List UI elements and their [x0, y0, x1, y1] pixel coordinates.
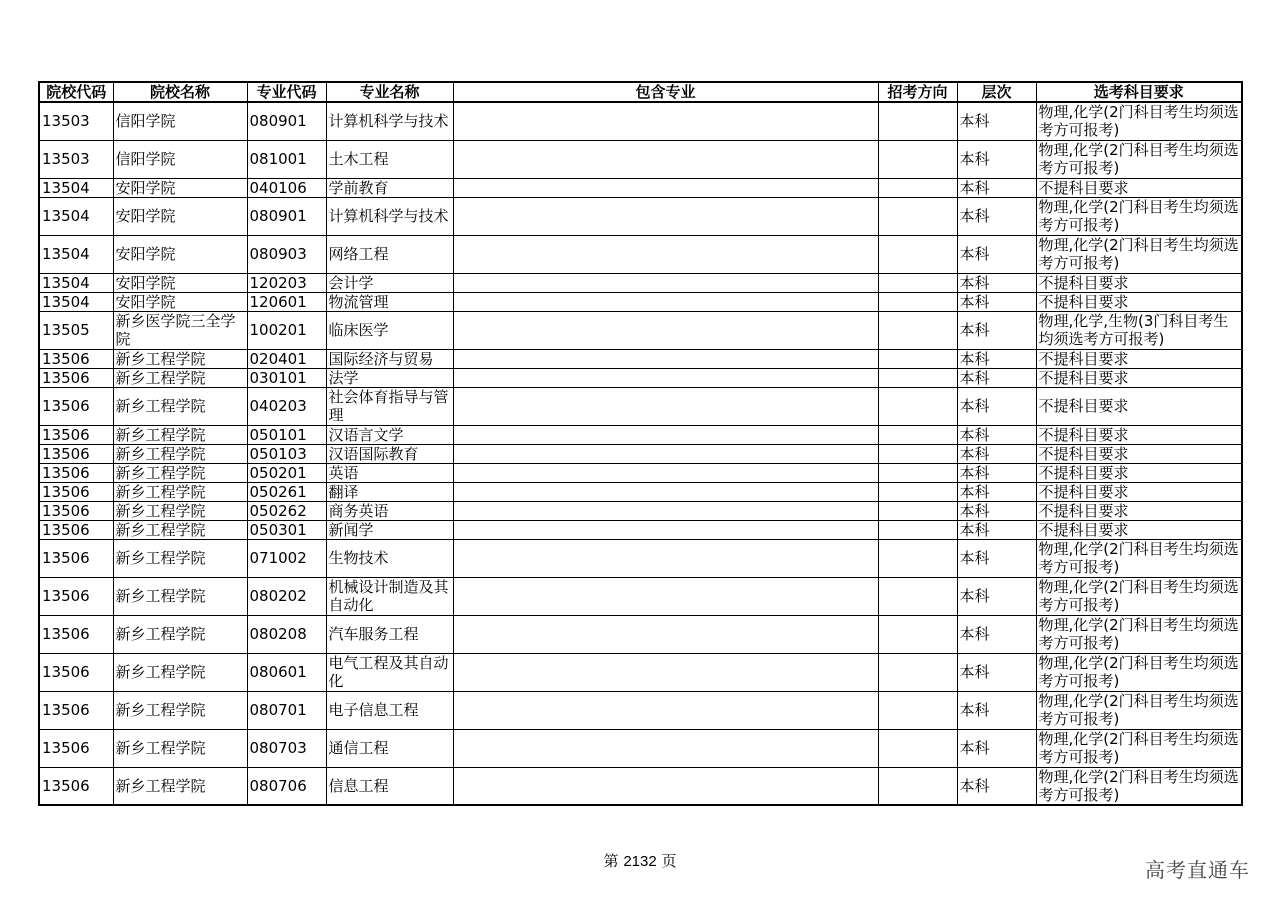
page-number-prefix: 第 — [603, 852, 619, 870]
cell-subject-requirement: 不提科目要求 — [1036, 273, 1242, 292]
cell-school-name: 安阳学院 — [113, 235, 247, 273]
cell-major-code: 020401 — [247, 349, 326, 368]
cell-major-name: 法学 — [326, 368, 453, 387]
cell-subject-requirement: 不提科目要求 — [1036, 482, 1242, 501]
cell-direction — [878, 387, 957, 425]
page-footer — [0, 850, 1280, 871]
cell-school-name: 新乡工程学院 — [113, 368, 247, 387]
cell-major-name: 汽车服务工程 — [326, 615, 453, 653]
cell-level: 本科 — [957, 520, 1036, 539]
cell-direction — [878, 102, 957, 140]
cell-included-majors — [453, 292, 878, 311]
cell-level: 本科 — [957, 102, 1036, 140]
cell-included-majors — [453, 444, 878, 463]
cell-level: 本科 — [957, 368, 1036, 387]
cell-school-code: 13504 — [39, 292, 113, 311]
table-row — [39, 292, 1242, 311]
table-row — [39, 102, 1242, 140]
cell-level: 本科 — [957, 767, 1036, 805]
cell-major-name: 土木工程 — [326, 140, 453, 178]
cell-major-code: 080701 — [247, 691, 326, 729]
cell-school-code: 13504 — [39, 273, 113, 292]
cell-major-name: 新闻学 — [326, 520, 453, 539]
cell-major-code: 120203 — [247, 273, 326, 292]
cell-direction — [878, 197, 957, 235]
cell-major-name: 电气工程及其自动化 — [326, 653, 453, 691]
cell-included-majors — [453, 387, 878, 425]
cell-level: 本科 — [957, 387, 1036, 425]
cell-major-code: 071002 — [247, 539, 326, 577]
header-school-name: 院校名称 — [113, 82, 247, 102]
cell-school-name: 信阳学院 — [113, 102, 247, 140]
cell-subject-requirement: 物理,化学(2门科目考生均须选考方可报考) — [1036, 140, 1242, 178]
cell-major-name: 计算机科学与技术 — [326, 197, 453, 235]
cell-major-code: 050103 — [247, 444, 326, 463]
cell-school-code: 13506 — [39, 444, 113, 463]
cell-level: 本科 — [957, 425, 1036, 444]
cell-subject-requirement: 不提科目要求 — [1036, 387, 1242, 425]
cell-major-code: 081001 — [247, 140, 326, 178]
cell-school-code: 13506 — [39, 482, 113, 501]
cell-subject-requirement: 不提科目要求 — [1036, 501, 1242, 520]
cell-included-majors — [453, 520, 878, 539]
cell-direction — [878, 767, 957, 805]
cell-major-code: 030101 — [247, 368, 326, 387]
header-school-code: 院校代码 — [39, 82, 113, 102]
cell-school-name: 新乡工程学院 — [113, 444, 247, 463]
table-body — [39, 102, 1242, 805]
cell-school-name: 新乡工程学院 — [113, 520, 247, 539]
table-row — [39, 482, 1242, 501]
cell-school-name: 新乡工程学院 — [113, 767, 247, 805]
cell-school-name: 新乡工程学院 — [113, 653, 247, 691]
cell-major-name: 会计学 — [326, 273, 453, 292]
header-direction: 招考方向 — [878, 82, 957, 102]
cell-included-majors — [453, 767, 878, 805]
header-major-name: 专业名称 — [326, 82, 453, 102]
cell-major-name: 计算机科学与技术 — [326, 102, 453, 140]
cell-major-name: 汉语言文学 — [326, 425, 453, 444]
cell-level: 本科 — [957, 482, 1036, 501]
cell-included-majors — [453, 425, 878, 444]
table-header — [39, 82, 1242, 102]
cell-included-majors — [453, 615, 878, 653]
cell-direction — [878, 729, 957, 767]
cell-direction — [878, 178, 957, 197]
header-included-majors: 包含专业 — [453, 82, 878, 102]
cell-level: 本科 — [957, 577, 1036, 615]
cell-school-name: 新乡工程学院 — [113, 482, 247, 501]
cell-school-name: 新乡工程学院 — [113, 387, 247, 425]
cell-subject-requirement: 不提科目要求 — [1036, 444, 1242, 463]
table-row — [39, 235, 1242, 273]
cell-level: 本科 — [957, 615, 1036, 653]
cell-level: 本科 — [957, 235, 1036, 273]
cell-included-majors — [453, 653, 878, 691]
page-number-suffix: 页 — [661, 852, 677, 870]
cell-level: 本科 — [957, 653, 1036, 691]
cell-direction — [878, 368, 957, 387]
watermark-text: 高考直通车 — [1145, 858, 1250, 882]
cell-school-name: 新乡工程学院 — [113, 501, 247, 520]
cell-direction — [878, 520, 957, 539]
cell-school-name: 新乡工程学院 — [113, 691, 247, 729]
cell-school-name: 安阳学院 — [113, 197, 247, 235]
cell-school-name: 安阳学院 — [113, 273, 247, 292]
cell-major-name: 临床医学 — [326, 311, 453, 349]
cell-level: 本科 — [957, 463, 1036, 482]
cell-major-name: 电子信息工程 — [326, 691, 453, 729]
cell-included-majors — [453, 482, 878, 501]
table-row — [39, 729, 1242, 767]
table-row — [39, 425, 1242, 444]
cell-included-majors — [453, 140, 878, 178]
table-row — [39, 311, 1242, 349]
cell-major-code: 050262 — [247, 501, 326, 520]
cell-major-code: 050261 — [247, 482, 326, 501]
cell-subject-requirement: 物理,化学(2门科目考生均须选考方可报考) — [1036, 767, 1242, 805]
cell-school-code: 13504 — [39, 235, 113, 273]
cell-major-code: 080706 — [247, 767, 326, 805]
table-row — [39, 140, 1242, 178]
cell-included-majors — [453, 463, 878, 482]
table-row — [39, 691, 1242, 729]
table-row — [39, 178, 1242, 197]
cell-school-name: 新乡工程学院 — [113, 615, 247, 653]
cell-school-code: 13506 — [39, 463, 113, 482]
cell-school-code: 13506 — [39, 520, 113, 539]
cell-major-name: 机械设计制造及其自动化 — [326, 577, 453, 615]
cell-included-majors — [453, 501, 878, 520]
table-row — [39, 444, 1242, 463]
cell-direction — [878, 349, 957, 368]
cell-school-name: 新乡工程学院 — [113, 539, 247, 577]
cell-school-code: 13503 — [39, 102, 113, 140]
cell-level: 本科 — [957, 691, 1036, 729]
cell-school-code: 13506 — [39, 577, 113, 615]
cell-included-majors — [453, 311, 878, 349]
cell-school-code: 13506 — [39, 653, 113, 691]
cell-direction — [878, 425, 957, 444]
cell-direction — [878, 292, 957, 311]
cell-major-code: 040203 — [247, 387, 326, 425]
table-row — [39, 577, 1242, 615]
cell-level: 本科 — [957, 197, 1036, 235]
cell-included-majors — [453, 691, 878, 729]
admission-requirements-table — [38, 81, 1243, 806]
cell-school-code: 13506 — [39, 501, 113, 520]
cell-major-code: 080202 — [247, 577, 326, 615]
cell-subject-requirement: 不提科目要求 — [1036, 520, 1242, 539]
cell-subject-requirement: 物理,化学(2门科目考生均须选考方可报考) — [1036, 653, 1242, 691]
page-number: 2132 — [623, 853, 657, 870]
header-row — [39, 82, 1242, 102]
cell-included-majors — [453, 368, 878, 387]
cell-level: 本科 — [957, 292, 1036, 311]
cell-subject-requirement: 物理,化学(2门科目考生均须选考方可报考) — [1036, 102, 1242, 140]
cell-major-name: 汉语国际教育 — [326, 444, 453, 463]
cell-school-name: 新乡工程学院 — [113, 425, 247, 444]
cell-level: 本科 — [957, 140, 1036, 178]
cell-school-code: 13506 — [39, 387, 113, 425]
cell-direction — [878, 463, 957, 482]
cell-included-majors — [453, 577, 878, 615]
cell-subject-requirement: 不提科目要求 — [1036, 292, 1242, 311]
cell-included-majors — [453, 197, 878, 235]
cell-major-code: 080703 — [247, 729, 326, 767]
cell-included-majors — [453, 102, 878, 140]
cell-included-majors — [453, 539, 878, 577]
cell-major-name: 翻译 — [326, 482, 453, 501]
cell-school-code: 13503 — [39, 140, 113, 178]
cell-direction — [878, 691, 957, 729]
cell-direction — [878, 577, 957, 615]
cell-subject-requirement: 物理,化学(2门科目考生均须选考方可报考) — [1036, 691, 1242, 729]
cell-school-name: 新乡工程学院 — [113, 729, 247, 767]
cell-level: 本科 — [957, 273, 1036, 292]
cell-subject-requirement: 物理,化学(2门科目考生均须选考方可报考) — [1036, 729, 1242, 767]
cell-subject-requirement: 不提科目要求 — [1036, 349, 1242, 368]
cell-subject-requirement: 不提科目要求 — [1036, 368, 1242, 387]
cell-major-code: 050301 — [247, 520, 326, 539]
cell-major-name: 国际经济与贸易 — [326, 349, 453, 368]
cell-subject-requirement: 物理,化学(2门科目考生均须选考方可报考) — [1036, 197, 1242, 235]
cell-school-code: 13504 — [39, 178, 113, 197]
cell-major-code: 040106 — [247, 178, 326, 197]
cell-school-code: 13506 — [39, 368, 113, 387]
cell-subject-requirement: 物理,化学(2门科目考生均须选考方可报考) — [1036, 615, 1242, 653]
cell-school-code: 13506 — [39, 349, 113, 368]
cell-school-name: 新乡工程学院 — [113, 577, 247, 615]
cell-level: 本科 — [957, 501, 1036, 520]
cell-level: 本科 — [957, 729, 1036, 767]
header-major-code: 专业代码 — [247, 82, 326, 102]
table-row — [39, 767, 1242, 805]
cell-subject-requirement: 物理,化学(2门科目考生均须选考方可报考) — [1036, 235, 1242, 273]
cell-included-majors — [453, 273, 878, 292]
cell-major-name: 商务英语 — [326, 501, 453, 520]
cell-major-code: 120601 — [247, 292, 326, 311]
cell-direction — [878, 311, 957, 349]
header-level: 层次 — [957, 82, 1036, 102]
header-subject-requirement: 选考科目要求 — [1036, 82, 1242, 102]
cell-included-majors — [453, 235, 878, 273]
cell-school-name: 信阳学院 — [113, 140, 247, 178]
cell-included-majors — [453, 178, 878, 197]
cell-school-code: 13506 — [39, 425, 113, 444]
cell-major-name: 物流管理 — [326, 292, 453, 311]
cell-subject-requirement: 不提科目要求 — [1036, 425, 1242, 444]
cell-direction — [878, 615, 957, 653]
cell-direction — [878, 140, 957, 178]
cell-direction — [878, 273, 957, 292]
cell-school-name: 安阳学院 — [113, 178, 247, 197]
table-row — [39, 349, 1242, 368]
cell-school-name: 新乡工程学院 — [113, 463, 247, 482]
table-row — [39, 520, 1242, 539]
cell-school-code: 13506 — [39, 615, 113, 653]
cell-subject-requirement: 物理,化学,生物(3门科目考生均须选考方可报考) — [1036, 311, 1242, 349]
cell-school-code: 13506 — [39, 729, 113, 767]
table-row — [39, 387, 1242, 425]
cell-major-name: 通信工程 — [326, 729, 453, 767]
table-row — [39, 615, 1242, 653]
cell-included-majors — [453, 729, 878, 767]
cell-school-code: 13504 — [39, 197, 113, 235]
cell-level: 本科 — [957, 178, 1036, 197]
table-row — [39, 368, 1242, 387]
cell-school-code: 13506 — [39, 767, 113, 805]
cell-school-code: 13506 — [39, 691, 113, 729]
table-row — [39, 539, 1242, 577]
cell-major-code: 080903 — [247, 235, 326, 273]
cell-major-code: 050101 — [247, 425, 326, 444]
cell-major-name: 学前教育 — [326, 178, 453, 197]
cell-subject-requirement: 不提科目要求 — [1036, 463, 1242, 482]
cell-school-code: 13505 — [39, 311, 113, 349]
cell-major-code: 080601 — [247, 653, 326, 691]
cell-major-name: 信息工程 — [326, 767, 453, 805]
cell-major-name: 社会体育指导与管理 — [326, 387, 453, 425]
table-row — [39, 653, 1242, 691]
cell-subject-requirement: 不提科目要求 — [1036, 178, 1242, 197]
table-row — [39, 273, 1242, 292]
table-row — [39, 197, 1242, 235]
cell-subject-requirement: 物理,化学(2门科目考生均须选考方可报考) — [1036, 539, 1242, 577]
cell-major-name: 生物技术 — [326, 539, 453, 577]
cell-school-name: 新乡工程学院 — [113, 349, 247, 368]
cell-direction — [878, 539, 957, 577]
cell-direction — [878, 653, 957, 691]
cell-school-code: 13506 — [39, 539, 113, 577]
cell-included-majors — [453, 349, 878, 368]
cell-subject-requirement: 物理,化学(2门科目考生均须选考方可报考) — [1036, 577, 1242, 615]
cell-major-name: 英语 — [326, 463, 453, 482]
cell-major-code: 100201 — [247, 311, 326, 349]
cell-major-code: 080901 — [247, 197, 326, 235]
cell-level: 本科 — [957, 539, 1036, 577]
cell-direction — [878, 235, 957, 273]
cell-major-name: 网络工程 — [326, 235, 453, 273]
cell-school-name: 安阳学院 — [113, 292, 247, 311]
cell-major-code: 050201 — [247, 463, 326, 482]
table-row — [39, 501, 1242, 520]
table-row — [39, 463, 1242, 482]
cell-direction — [878, 444, 957, 463]
cell-major-code: 080901 — [247, 102, 326, 140]
cell-direction — [878, 482, 957, 501]
cell-major-code: 080208 — [247, 615, 326, 653]
cell-school-name: 新乡医学院三全学院 — [113, 311, 247, 349]
cell-level: 本科 — [957, 311, 1036, 349]
cell-direction — [878, 501, 957, 520]
cell-level: 本科 — [957, 444, 1036, 463]
cell-level: 本科 — [957, 349, 1036, 368]
